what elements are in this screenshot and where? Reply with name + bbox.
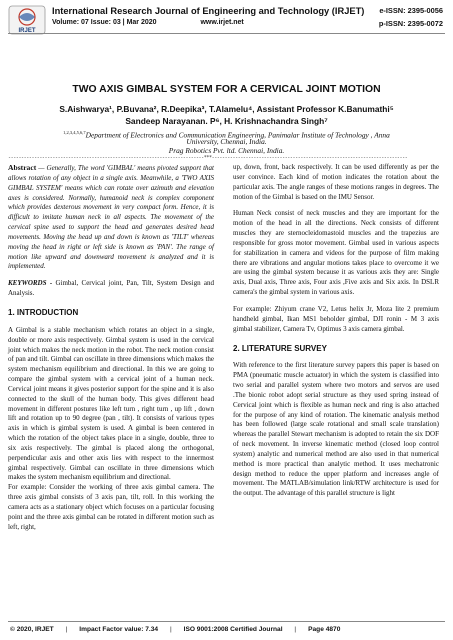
journal-name: International Research Journal of Engineering and Technology (IRJET) bbox=[52, 6, 365, 16]
paper-title: TWO AXIS GIMBAL SYSTEM FOR A CERVICAL JOINT MOTION bbox=[72, 84, 381, 95]
literature-heading: 2. LITERATURE SURVEY bbox=[233, 343, 327, 353]
footer-copyright: © 2020, IRJET bbox=[10, 626, 54, 633]
footer-divider bbox=[8, 621, 445, 622]
pissn: p-ISSN: 2395-0072 bbox=[378, 19, 443, 28]
irjet-logo bbox=[8, 5, 46, 35]
right-paragraph-2: Human Neck consist of neck muscles and they are important for the motion of the head in all the directions. Neck consists of different muscles they are sternocleidomastoid muscles and the trapezius are responsible for gross motor movement. Gimbal used in various aspects for stabilization in camera and videos for the purpose of film making there are vibrations and angular motions takes place to overcome it we are using the gimbal system because it as various axis they are: Single axis, Dual axis, Three axis, Four axis ,Five axis and Six axis. In DSLR camera's the gimbal system in various axis. bbox=[233, 209, 439, 297]
keywords-label: KEYWORDS - bbox=[8, 279, 53, 288]
right-column bbox=[233, 163, 439, 506]
authors-line-2: Sandeep Narayanan. P⁶, H. Krishnachandra Singh⁷ bbox=[125, 116, 328, 126]
right-paragraph-1: up, down, front, back respectively. It can be used differently as per the user convince. Each kind of motion indicates the rotation about the particular axis. The angle ranges of these motions ranges in degrees. The motion of the Gimbal is based on the IMU Sensor. bbox=[233, 163, 439, 201]
separator-line: ---------------------------------------------------------------------------***--------------------------------------------------------------------------- bbox=[8, 155, 408, 161]
volume-issue-line bbox=[52, 19, 244, 26]
page-footer: © 2020, IRJET | Impact Factor value: 7.34 | ISO 9001:2008 Certified Journal | Page 4870 bbox=[10, 626, 341, 633]
journal-website[interactable]: www.irjet.net bbox=[200, 19, 244, 26]
intro-paragraph-1: A Gimbal is a stable mechanism which rotates an object in a single, double or more axis respectively. Gimbal system is used in the cervical joint which makes the neck motion in the robot. The neck motion consist of pan and tilt. Gimbal can oscillate in three dimensions which makes the system mechanism equilibrium and directional. In this we are going to compare the gimbal system with a cervical joint of a human neck. Cervical joint means it gives posterior support for the spine and it is also connected to the skull of the human body. This gives different head movement in different postures like left turn , right turn , up lift , down lift and rotation up to 90 degree (pan , tilt). It consists of various types axis in which is gimbal system is used. A gimbal is been centered in which the rotation of the object takes place in a single, double, three to six axis respectively. The gimbal is placed along the orthogonal, perpendicular axis and other axis lies with respect to the innermost gimbal respectively. Gimbal can oscillate in three dimensions which makes the system mechanism equilibrium and directional. bbox=[8, 325, 214, 482]
authors-line-1: S.Aishwarya¹, P.Buvana², R.Deepika³, T.Alamelu⁴, Assistant Professor K.Banumathi⁵ bbox=[59, 104, 394, 114]
volume-issue: Volume: 07 Issue: 03 | Mar 2020 bbox=[52, 19, 157, 26]
footer-iso: ISO 9001:2008 Certified Journal bbox=[183, 626, 283, 633]
literature-paragraph: With reference to the first literature survey papers this paper is based on PMA (pneumatic muscle actuator) in which the system is classified into two serial and parallel system where two motors and servos are used .The bionic robot adopt serial structure as they used spring instead of Cervical joint which is flexible as human neck and ring is also attached for the purpose of any kind of rotation. The kinematic analysis method has been followed (large scale rotational and small scale translation) whereas the parallel Stewart mechanism is adopted to retain the six DOF of neck movement. In inverse kinematic method (closed loop control system) analytic and numerical method are also used in that numerical method is more practical than analytic method. It uses mechatronic design method to reduce the upper platform and increases angle of movement. The MATLAB/simulation link/RTW architecture is used for the output. The advantage of this parallel structure is light bbox=[233, 361, 439, 498]
right-paragraph-3: For example: Zhiyum crane V2, Letus helix Jr, Moza lite 2 premium handheld gimbal, Ikan MS1 beholder gimbal, DJI ronin - M 3 axis gimbal stabilizer, Camera Tv, Optimus 3 axis camera gimbal. bbox=[233, 304, 439, 333]
keywords-text: Gimbal, Cervical joint, Pan, Tilt, System Design and Analysis. bbox=[8, 279, 214, 298]
abstract bbox=[8, 163, 214, 272]
abstract-text: — Generally, The word 'GIMBAL' means pivoted support that allows rotation of any object in a single axis. Meanwhile, a 'TWO AXIS GIMBAL SYSTEM' means which can rotate over azimuth and elevation axes is considered. Normally, humanoid neck is complex component which provides dexterous movement in very compact form. Hence, it is difficult to imitate human neck in all aspects. The movement of the cervical spine used to support the head and generates desired head movements. Moving the head up and down is known as 'TILT' whereas moving the head in right or left side is known as 'PAN'. The range of motion like upward and downward movement is analyzed and it is implemented. bbox=[8, 164, 214, 271]
header-divider bbox=[8, 33, 445, 34]
intro-heading: 1. INTRODUCTION bbox=[8, 307, 79, 317]
keywords bbox=[8, 279, 214, 299]
eissn: e-ISSN: 2395-0056 bbox=[379, 6, 443, 15]
abstract-label: Abstract bbox=[8, 163, 37, 172]
affiliation-superscripts: 1,2,3,4,5,6,7 bbox=[63, 130, 86, 135]
intro-paragraph-2: For example: Consider the working of three axis gimbal camera. The three axis gimbal consists of 3 axis pan, tilt, roll. In this working the camera acts as a stationary object which focuses on a particular focusing point and the three axis gimbal can be rotated in different motion such as left, right, bbox=[8, 483, 214, 531]
affiliation-1: $^{1,2,3,4,5,6,7}$Department of Electronics and Communication Engineering, Panimalar Institute of Technology , Anna bbox=[63, 130, 390, 140]
footer-impact-factor: Impact Factor value: 7.34 bbox=[79, 626, 159, 633]
left-column bbox=[8, 163, 214, 540]
journal-header bbox=[0, 0, 453, 52]
affiliation-3: Prag Robotics Pvt. ltd. Chennai, India. bbox=[168, 146, 285, 155]
svg-text:IRJET: IRJET bbox=[18, 28, 36, 34]
affiliation-2: University, Chennai, India. bbox=[186, 137, 267, 146]
footer-page-number: Page 4870 bbox=[308, 626, 341, 633]
